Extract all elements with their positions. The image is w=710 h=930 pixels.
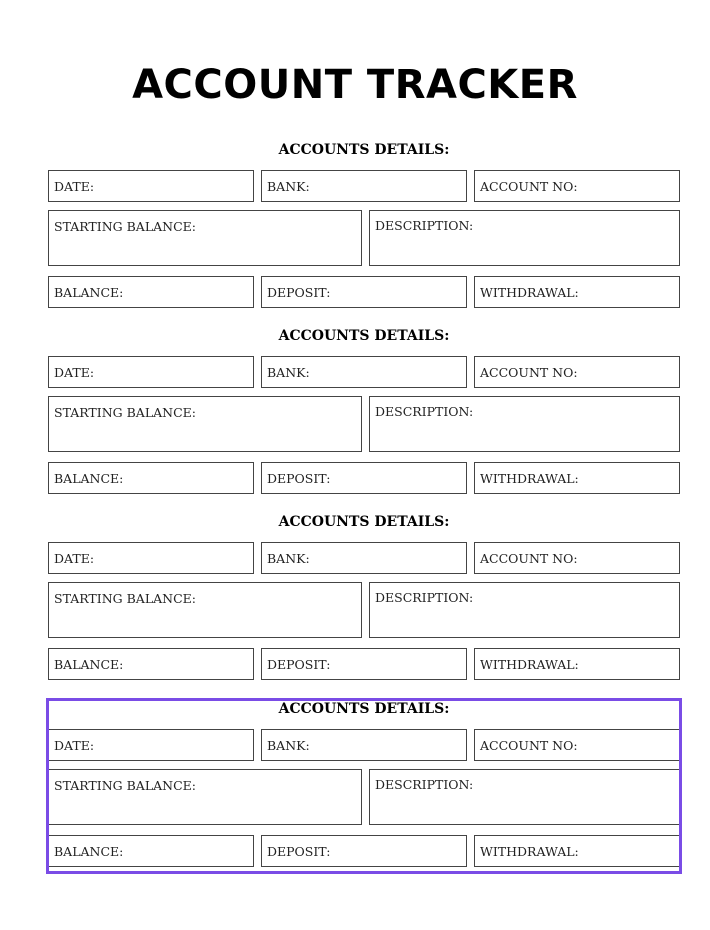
- deposit-field[interactable]: DEPOSIT:: [261, 648, 467, 680]
- date-field[interactable]: DATE:: [48, 542, 254, 574]
- account-section-1: [0, 142, 710, 322]
- starting-balance-field[interactable]: STARTING BALANCE:: [48, 769, 362, 825]
- section-heading: ACCOUNTS DETAILS:: [278, 328, 450, 344]
- balance-field[interactable]: BALANCE:: [48, 462, 254, 494]
- starting-balance-field[interactable]: STARTING BALANCE:: [48, 582, 362, 638]
- date-field[interactable]: DATE:: [48, 356, 254, 388]
- starting-balance-field[interactable]: STARTING BALANCE:: [48, 210, 362, 266]
- bank-field[interactable]: BANK:: [261, 356, 467, 388]
- date-field[interactable]: DATE:: [48, 170, 254, 202]
- account-section-3: [0, 514, 710, 694]
- page-title: ACCOUNT TRACKER: [132, 62, 578, 108]
- account-no-field[interactable]: ACCOUNT NO:: [474, 729, 680, 761]
- balance-field[interactable]: BALANCE:: [48, 276, 254, 308]
- description-field[interactable]: DESCRIPTION:: [369, 210, 680, 266]
- deposit-field[interactable]: DEPOSIT:: [261, 835, 467, 867]
- section-heading: ACCOUNTS DETAILS:: [278, 142, 450, 158]
- deposit-field[interactable]: DEPOSIT:: [261, 276, 467, 308]
- withdrawal-field[interactable]: WITHDRAWAL:: [474, 648, 680, 680]
- balance-field[interactable]: BALANCE:: [48, 648, 254, 680]
- account-section-4: [0, 701, 710, 881]
- withdrawal-field[interactable]: WITHDRAWAL:: [474, 835, 680, 867]
- account-no-field[interactable]: ACCOUNT NO:: [474, 170, 680, 202]
- bank-field[interactable]: BANK:: [261, 170, 467, 202]
- account-no-field[interactable]: ACCOUNT NO:: [474, 356, 680, 388]
- withdrawal-field[interactable]: WITHDRAWAL:: [474, 276, 680, 308]
- withdrawal-field[interactable]: WITHDRAWAL:: [474, 462, 680, 494]
- deposit-field[interactable]: DEPOSIT:: [261, 462, 467, 494]
- bank-field[interactable]: BANK:: [261, 542, 467, 574]
- description-field[interactable]: DESCRIPTION:: [369, 396, 680, 452]
- account-no-field[interactable]: ACCOUNT NO:: [474, 542, 680, 574]
- description-field[interactable]: DESCRIPTION:: [369, 582, 680, 638]
- date-field[interactable]: DATE:: [48, 729, 254, 761]
- description-field[interactable]: DESCRIPTION:: [369, 769, 680, 825]
- account-section-2: [0, 328, 710, 508]
- section-heading: ACCOUNTS DETAILS:: [278, 701, 450, 717]
- bank-field[interactable]: BANK:: [261, 729, 467, 761]
- section-heading: ACCOUNTS DETAILS:: [278, 514, 450, 530]
- starting-balance-field[interactable]: STARTING BALANCE:: [48, 396, 362, 452]
- balance-field[interactable]: BALANCE:: [48, 835, 254, 867]
